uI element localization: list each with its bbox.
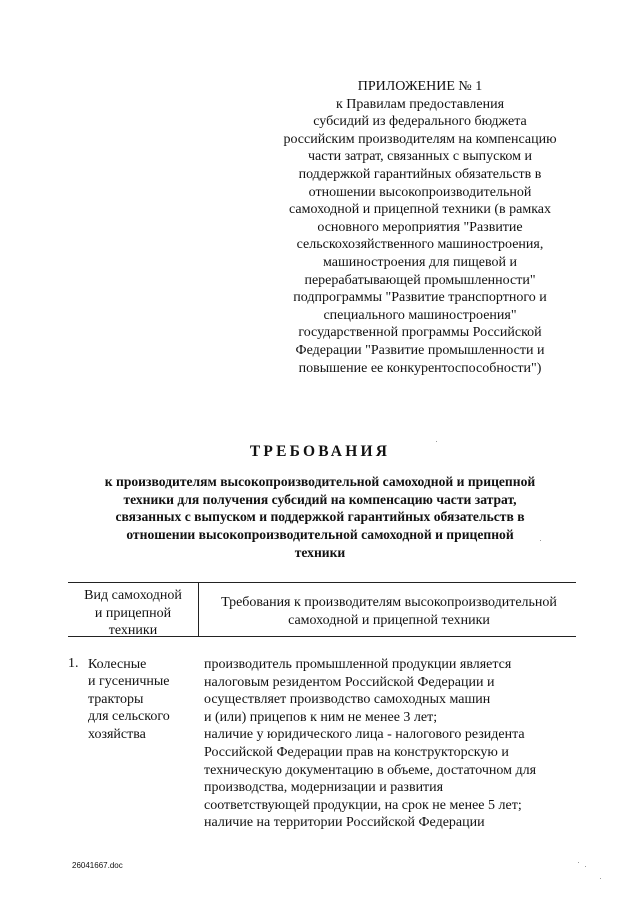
subtitle-line: к производителям высокопроизводительной самоходной и прицепной (104, 474, 536, 489)
scan-speck (436, 441, 437, 442)
appendix-line: российским производителям на компенсацию (283, 131, 557, 147)
scan-speck (578, 862, 579, 863)
type-line: для сельского (88, 709, 170, 725)
document-title: ТРЕБОВАНИЯ (249, 443, 391, 460)
appendix-line: государственной программы Российской (298, 325, 542, 341)
scan-speck (540, 540, 541, 541)
header-cell-requirements (202, 594, 576, 629)
row-machine-type (88, 656, 198, 743)
requirement-line: техническую документацию в объеме, достаточном для (204, 762, 537, 778)
scan-speck (600, 878, 601, 879)
subtitle-line: техники для получения субсидий на компенсацию части затрат, (123, 491, 517, 507)
requirement-line: наличие на территории Российской Федерации (204, 815, 485, 831)
header-line: и прицепной (94, 605, 172, 621)
scan-speck (585, 866, 586, 867)
appendix-line: специального машиностроения" (323, 307, 517, 323)
appendix-line: ПРИЛОЖЕНИЕ № 1 (357, 79, 483, 94)
row-number: 1. (68, 656, 79, 671)
type-line: тракторы (88, 691, 144, 707)
appendix-line: части затрат, связанных с выпуском и (308, 149, 532, 165)
appendix-line: Федерации "Развитие промышленности и (295, 342, 545, 358)
requirement-line: Российской Федерации прав на конструкторскую и (204, 744, 509, 760)
table-top-rule (68, 582, 576, 583)
appendix-block (255, 78, 585, 377)
requirement-line: соответствующей продукции, на срок не менее 5 лет; (204, 797, 522, 813)
header-line: техники (108, 623, 158, 638)
appendix-line: самоходной и прицепной техники (в рамках (288, 202, 551, 218)
requirement-line: производитель промышленной продукции является (204, 657, 512, 672)
header-line: Вид самоходной (84, 588, 182, 603)
header-line: Требования к производителям высокопроизводительной (221, 595, 557, 610)
header-cell-type (68, 587, 198, 640)
type-line: Колесные (88, 657, 147, 672)
row-requirements (204, 656, 579, 832)
subtitle-line: техники (294, 544, 346, 560)
requirement-line: налоговым резидентом Российской Федерации и (204, 674, 495, 690)
appendix-line: сельскохозяйственного машиностроения, (296, 237, 544, 253)
appendix-line: подпрограммы "Развитие транспортного и (293, 290, 547, 306)
appendix-line: субсидий из федерального бюджета (313, 114, 527, 130)
subtitle-line: отношении высокопроизводительной самоходной и прицепной (126, 527, 514, 543)
appendix-line: поддержкой гарантийных обязательств в (298, 166, 542, 182)
appendix-line: отношении высокопроизводительной (308, 184, 532, 200)
footer-filename: 26041667.doc (72, 861, 123, 870)
document-subtitle (70, 473, 570, 562)
type-line: и гусеничные (88, 674, 170, 690)
appendix-line: основного мероприятия "Развитие (317, 219, 523, 235)
appendix-line: повышение ее конкурентоспособности") (298, 360, 542, 376)
appendix-line: машиностроения для пищевой и (323, 254, 517, 270)
requirement-line: и (или) прицепов к ним не менее 3 лет; (204, 709, 438, 725)
requirement-line: осуществляет производство самоходных машин (204, 692, 491, 708)
appendix-line: к Правилам предоставления (335, 96, 505, 112)
table-column-separator (198, 582, 199, 636)
requirement-line: производства, модернизации и развития (204, 780, 444, 796)
appendix-line: перерабатывающей промышленности" (304, 272, 536, 288)
requirement-line: наличие у юридического лица - налогового резидента (204, 727, 525, 743)
type-line: хозяйства (88, 726, 146, 742)
subtitle-line: связанных с выпуском и поддержкой гарантийных обязательств в (115, 509, 525, 525)
header-line: самоходной и прицепной техники (288, 612, 490, 628)
